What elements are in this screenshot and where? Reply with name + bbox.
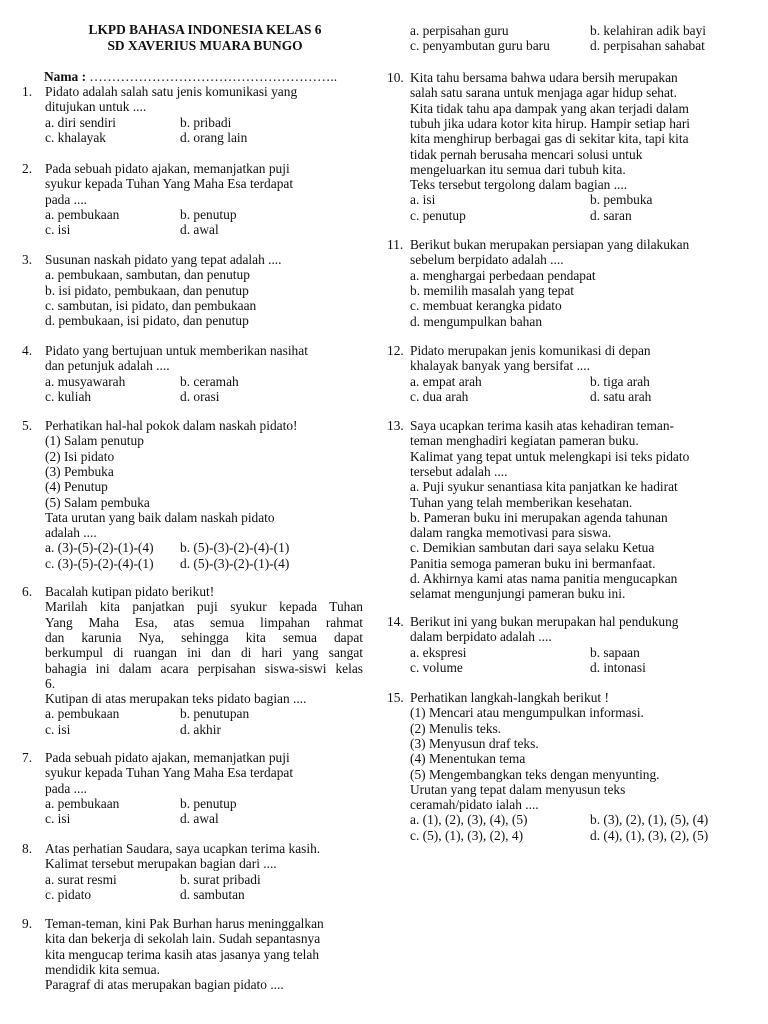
- answer-option: c. isi: [45, 721, 71, 737]
- question-text: b. isi pidato, pembukaan, dan penutup: [45, 282, 249, 298]
- answer-option: a. diri sendiri: [45, 114, 117, 130]
- question-text: Pidato adalah salah satu jenis komunikasi yang: [45, 84, 298, 99]
- question-text: Kita tidak tahu apa dampak yang akan terjadi dalam: [410, 100, 689, 116]
- answer-option: c. volume: [410, 659, 463, 675]
- question-number: 3.: [22, 252, 33, 267]
- passage-text: Marilah kita panjatkan puji syukur kepada Tuhan: [45, 599, 363, 615]
- question-number: 2.: [22, 161, 33, 176]
- answer-option: a. perpisahan guru: [410, 23, 509, 38]
- question-text: (2) Menulis teks.: [410, 720, 502, 736]
- question-text: dalam rangka memotivasi para siswa.: [410, 525, 612, 541]
- answer-option: a. ekspresi: [410, 644, 467, 660]
- question-text: Saya ucapkan terima kasih atas kehadiran teman-: [410, 418, 674, 433]
- answer-option: a. isi: [410, 192, 436, 208]
- question-text: sebelum berpidato adalah ....: [410, 252, 564, 268]
- answer-option: c. pidato: [45, 886, 92, 902]
- question-text: (1) Mencari atau mengumpulkan informasi.: [410, 705, 644, 721]
- passage-text: dan karunia Nya, sehingga kita semua dapat: [45, 629, 363, 645]
- question-text: d. pembukaan, isi pidato, dan penutup: [45, 313, 249, 329]
- question-number: 15.: [387, 690, 404, 705]
- question-number: 4.: [22, 343, 33, 358]
- answer-option: a. pembukaan: [45, 206, 120, 222]
- question-number: 5.: [22, 418, 33, 433]
- worksheet-header: [20, 22, 390, 53]
- answer-option: b. ceramah: [180, 373, 239, 389]
- answer-option: d. intonasi: [590, 659, 646, 675]
- question-text: b. Pameran buku ini merupakan agenda tahunan: [410, 509, 668, 525]
- answer-option: a. (1), (2), (3), (4), (5): [410, 812, 528, 828]
- question-text: a. menghargai perbedaan pendapat: [410, 267, 596, 283]
- passage-text: Yang Maha Esa, atas semua limpahan rahmat: [45, 614, 363, 630]
- answer-option: d. sambutan: [180, 886, 245, 902]
- question-text: salah satu sarana untuk menjaga agar hidup sehat.: [410, 85, 677, 101]
- answer-option: b. tiga arah: [590, 373, 650, 389]
- question-text: a. pembukaan, sambutan, dan penutup: [45, 267, 250, 283]
- question-text: Perhatikan langkah-langkah berikut !: [410, 690, 609, 705]
- question-text: khalayak banyak yang bersifat ....: [410, 358, 590, 374]
- question-text: (2) Isi pidato: [45, 448, 115, 464]
- question-text: kita mengucap terima kasih atas jasanya yang telah: [45, 946, 320, 962]
- answer-option: a. pembukaan: [45, 706, 120, 722]
- question-text: Bacalah kutipan pidato berikut!: [45, 584, 215, 599]
- question-text: mengeluarkan itu semua dari tubuh kita.: [410, 161, 626, 177]
- question-text: b. memilih masalah yang tepat: [410, 282, 574, 298]
- answer-option: d. perpisahan sahabat: [590, 38, 705, 54]
- question-text: Pidato yang bertujuan untuk memberikan nasihat: [45, 343, 308, 358]
- answer-option: d. akhir: [180, 721, 221, 737]
- answer-option: b. sapaan: [590, 644, 640, 660]
- worksheet-title: LKPD BAHASA INDONESIA KELAS 6: [88, 22, 322, 37]
- answer-option: c. isi: [45, 222, 71, 238]
- question-text: (4) Penutup: [45, 479, 108, 495]
- answer-option: c. penutup: [410, 207, 466, 223]
- question-text: dalam berpidato adalah ....: [410, 629, 552, 645]
- question-number: 10.: [387, 70, 404, 85]
- passage-text: bahagia ini dalam acara perpisahan siswa-siswi kelas: [45, 660, 363, 676]
- question-number: 1.: [22, 84, 33, 99]
- question-text: Teks tersebut tergolong dalam bagian ....: [410, 177, 628, 193]
- name-blank: ………………………………………………..: [89, 69, 338, 84]
- answer-option: a. pembukaan: [45, 795, 120, 811]
- question-text: tubuh jika udara kotor kita hirup. Hampir setiap hari: [410, 115, 691, 131]
- answer-option: c. khalayak: [45, 129, 106, 145]
- question-text: (1) Salam penutup: [45, 433, 144, 449]
- answer-option: b. surat pribadi: [180, 871, 261, 887]
- question-text: Perhatikan hal-hal pokok dalam naskah pidato!: [45, 418, 298, 433]
- question-text: Tata urutan yang baik dalam naskah pidato: [45, 509, 275, 525]
- question-text: teman menghadiri kegiatan pameran buku.: [410, 433, 639, 449]
- question-number: 11.: [387, 237, 404, 252]
- answer-option: d. awal: [180, 811, 219, 827]
- question-text: Tuhan yang telah memberikan kesehatan.: [410, 494, 633, 510]
- question-text: c. membuat kerangka pidato: [410, 298, 562, 314]
- question-text: mendidik kita semua.: [45, 961, 160, 977]
- answer-option: b. (3), (2), (1), (5), (4): [590, 812, 709, 828]
- answer-option: c. dua arah: [410, 388, 469, 404]
- question-text: tersebut adalah ....: [410, 463, 508, 479]
- answer-option: d. satu arah: [590, 388, 652, 404]
- question-text: ceramah/pidato ialah ....: [410, 797, 539, 813]
- answer-option: c. (3)-(5)-(2)-(4)-(1): [45, 555, 154, 571]
- question-number: 7.: [22, 750, 33, 765]
- answer-option: b. pembuka: [590, 192, 653, 208]
- question-text: pada ....: [45, 780, 88, 796]
- question-number: 9.: [22, 916, 33, 931]
- question-text: selamat mengunjungi pameran buku ini.: [410, 586, 626, 602]
- answer-option: a. empat arah: [410, 373, 482, 389]
- answer-option: a. musyawarah: [45, 373, 126, 389]
- answer-option: d. saran: [590, 207, 632, 223]
- question-text: (3) Menyusun draf teks.: [410, 735, 539, 751]
- question-text: Panitia semoga pameran buku ini bermanfaat.: [410, 555, 656, 571]
- question-text: syukur kepada Tuhan Yang Maha Esa terdapat: [45, 765, 294, 781]
- answer-option: b. penutup: [180, 795, 237, 811]
- answer-option: c. penyambutan guru baru: [410, 38, 550, 54]
- question-text: Atas perhatian Saudara, saya ucapkan terima kasih.: [45, 841, 321, 856]
- question-text: Kalimat yang tepat untuk melengkapi isi teks pidato: [410, 448, 690, 464]
- question-text: Kutipan di atas merupakan teks pidato bagian ....: [45, 691, 307, 707]
- question-text: Teman-teman, kini Pak Burhan harus meninggalkan: [45, 916, 324, 931]
- question-text: Susunan naskah pidato yang tepat adalah ....: [45, 252, 282, 267]
- name-field: [44, 69, 337, 84]
- question-text: c. Demikian sambutan dari saya selaku Ketua: [410, 540, 655, 556]
- answer-option: d. awal: [180, 222, 219, 238]
- question-text: Urutan yang tepat dalam menyusun teks: [410, 781, 626, 797]
- answer-option: b. penutup: [180, 206, 237, 222]
- answer-option: b. penutupan: [180, 706, 250, 722]
- question-number: 6.: [22, 584, 33, 599]
- answer-option: b. pribadi: [180, 114, 232, 130]
- question-text: ditujukan untuk ....: [45, 99, 147, 115]
- answer-option: c. kuliah: [45, 388, 92, 404]
- question-text: syukur kepada Tuhan Yang Maha Esa terdapat: [45, 176, 294, 192]
- question-text: Paragraf di atas merupakan bagian pidato ....: [45, 977, 284, 993]
- question-text: tidak pernah berusaha mencari solusi untuk: [410, 146, 643, 162]
- question-text: Kalimat tersebut merupakan bagian dari ....: [45, 856, 277, 872]
- question-text: c. sambutan, isi pidato, dan pembukaan: [45, 297, 257, 313]
- answer-option: c. isi: [45, 811, 71, 827]
- question-text: Pidato merupakan jenis komunikasi di depan: [410, 343, 651, 358]
- answer-option: d. orasi: [180, 388, 220, 404]
- question-text: Pada sebuah pidato ajakan, memanjatkan puji: [45, 750, 290, 765]
- question-text: Kita tahu bersama bahwa udara bersih merupakan: [410, 70, 678, 85]
- question-text: dan petunjuk adalah ....: [45, 358, 170, 374]
- answer-option: d. orang lain: [180, 129, 248, 145]
- question-text: a. Puji syukur senantiasa kita panjatkan ke hadirat: [410, 479, 678, 495]
- question-text: (3) Pembuka: [45, 463, 114, 479]
- question-number: 12.: [387, 343, 404, 358]
- answer-option: d. (5)-(3)-(2)-(1)-(4): [180, 555, 290, 571]
- question-text: 6.: [45, 675, 56, 691]
- answer-option: a. (3)-(5)-(2)-(1)-(4): [45, 540, 154, 556]
- question-text: Pada sebuah pidato ajakan, memanjatkan puji: [45, 161, 290, 176]
- question-text: d. Akhirnya kami atas nama panitia mengucapkan: [410, 571, 678, 586]
- question-text: d. mengumpulkan bahan: [410, 313, 543, 329]
- passage-text: berkumpul di ruangan ini dan di hari yang sangat: [45, 645, 363, 661]
- answer-option: b. kelahiran adik bayi: [590, 23, 707, 38]
- question-text: Berikut bukan merupakan persiapan yang dilakukan: [410, 237, 690, 252]
- answer-option: a. surat resmi: [45, 871, 117, 887]
- question-number: 14.: [387, 614, 404, 629]
- question-number: 13.: [387, 418, 404, 433]
- answer-option: b. (5)-(3)-(2)-(4)-(1): [180, 540, 290, 556]
- answer-option: c. (5), (1), (3), (2), 4): [410, 827, 524, 843]
- school-name: SD XAVERIUS MUARA BUNGO: [107, 37, 303, 53]
- question-text: (5) Mengembangkan teks dengan menyunting.: [410, 766, 660, 782]
- question-text: pada ....: [45, 191, 88, 207]
- question-text: (5) Salam pembuka: [45, 494, 150, 510]
- question-text: kita menghirup berbagai gas di sekitar kita, tapi kita: [410, 131, 689, 147]
- answer-option: d. (4), (1), (3), (2), (5): [590, 827, 709, 843]
- question-text: adalah ....: [45, 525, 97, 541]
- question-text: Berikut ini yang bukan merupakan hal pendukung: [410, 614, 679, 629]
- question-text: (4) Menentukan tema: [410, 751, 526, 767]
- question-text: kita dan bekerja di sekolah lain. Sudah sepantasnya: [45, 931, 321, 947]
- name-label: Nama :: [44, 69, 87, 84]
- question-number: 8.: [22, 841, 33, 856]
